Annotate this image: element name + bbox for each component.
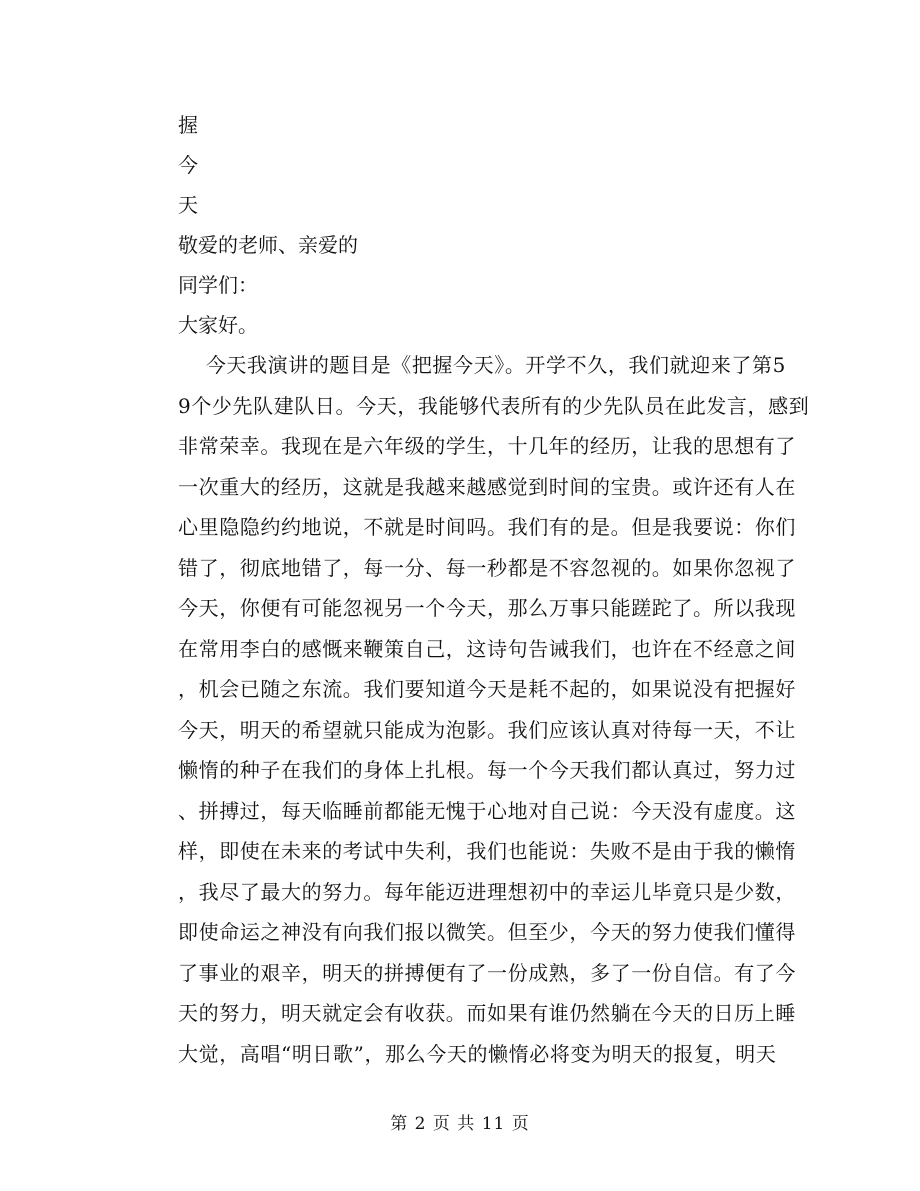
body-line: 、拼搏过，每天临睡前都能无愧于心地对自己说：今天没有虚度。这 — [178, 798, 796, 823]
body-line: ，机会已随之东流。我们要知道今天是耗不起的，如果说没有把握好 — [178, 677, 796, 701]
body-line: 即使命运之神没有向我们报以微笑。但至少，今天的努力使我们懂得 — [178, 920, 796, 944]
body-line: 一次重大的经历，这就是我越来越感觉到时间的宝贵。或许还有人在 — [178, 474, 796, 499]
body-line: 今天，明天的希望就只能成为泡影。我们应该认真对待每一天，不让 — [178, 717, 796, 742]
title-char-2: 今 — [178, 153, 198, 177]
body-line: 心里隐隐约约地说，不就是时间吗。我们有的是。但是我要说：你们 — [178, 515, 796, 539]
body-line: ，我尽了最大的努力。每年能迈进理想初中的幸运儿毕竟只是少数， — [178, 879, 796, 904]
body-line: 在常用李白的感慨来鞭策自己，这诗句告诫我们，也许在不经意之间 — [178, 636, 796, 661]
body-line: 了事业的艰辛，明天的拼搏便有了一份成熟，多了一份自信。有了今 — [178, 960, 796, 985]
speech-body — [178, 345, 810, 1074]
title-char-1: 握 — [178, 113, 198, 137]
body-line: 非常荣幸。我现在是六年级的学生，十几年的经历，让我的思想有了 — [178, 434, 796, 458]
body-line: 懒惰的种子在我们的身体上扎根。每一个今天我们都认真过，努力过 — [178, 758, 796, 782]
page-number-footer: 第 2 页 共 11 页 — [390, 1114, 530, 1134]
greeting-line: 大家好。 — [178, 313, 258, 337]
body-line: 样，即使在未来的考试中失利，我们也能说：失败不是由于我的懒惰 — [178, 839, 796, 863]
title-char-3: 天 — [178, 193, 198, 217]
body-line: 9个少先队建队日。今天，我能够代表所有的少先队员在此发言，感到 — [178, 393, 810, 418]
salutation-line-1: 敬爱的老师、亲爱的 — [178, 233, 358, 257]
body-line: 今天我演讲的题目是《把握今天》。开学不久，我们就迎来了第5 — [178, 353, 786, 377]
body-line: 大觉，高唱“明日歌”，那么今天的懒惰必将变为明天的报复，明天 — [178, 1041, 777, 1066]
heading-block — [178, 105, 358, 345]
body-line: 错了，彻底地错了，每一分、每一秒都是不容忽视的。如果你忽视了 — [178, 555, 796, 580]
body-line: 今天，你便有可能忽视另一个今天，那么万事只能蹉跎了。所以我现 — [178, 596, 796, 620]
body-line: 天的努力，明天就定会有收获。而如果有谁仍然躺在今天的日历上睡 — [178, 1001, 796, 1025]
salutation-line-2: 同学们： — [178, 273, 258, 297]
